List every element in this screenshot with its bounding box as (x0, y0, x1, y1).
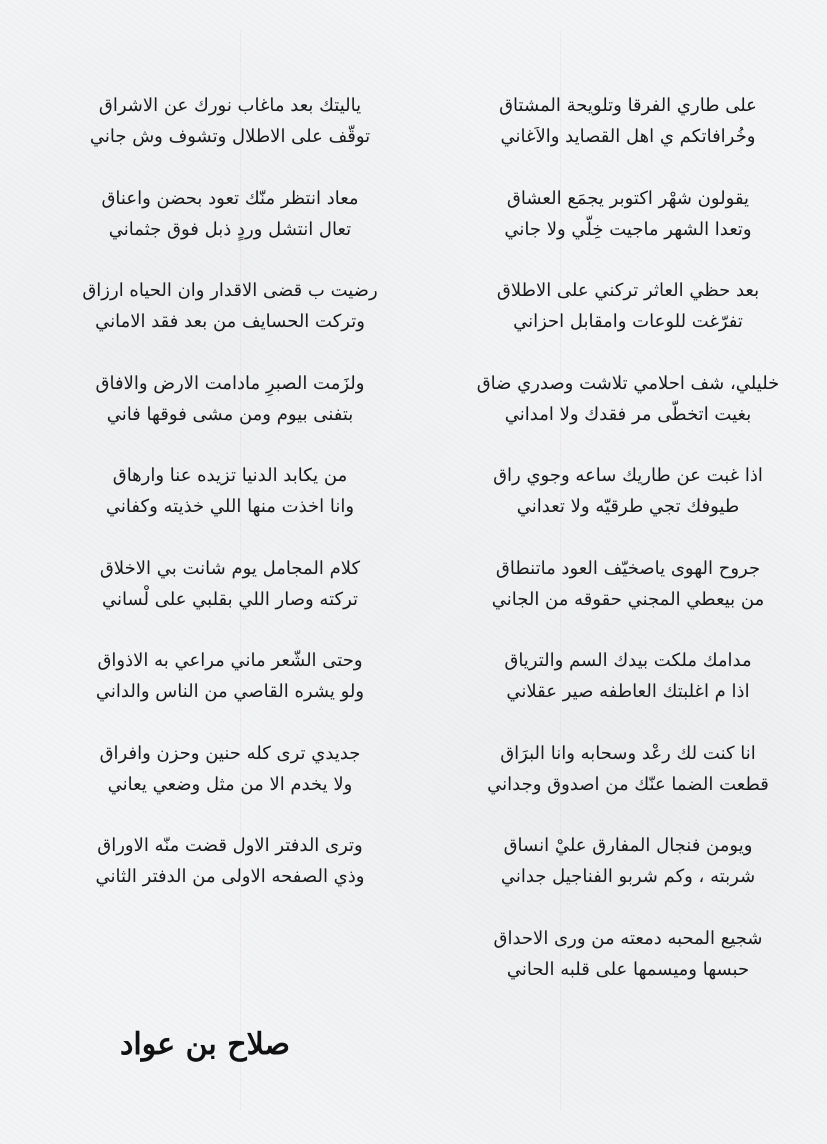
verse-line: وحتى الشّعر ماني مراعي به الاذواق (97, 650, 363, 671)
stanza (448, 830, 808, 923)
verse-line: ولو يشره القاصي من الناس والداني (95, 681, 365, 702)
verse-line: خليلي، شف احلامي تلاشت وصدري ضاق (476, 372, 780, 394)
verse-line: ولا يخدم الا من مثل وضعي يعاني (107, 773, 353, 795)
verse-line: وخُرافاتكم ي اهل القصايد والاَغاني (500, 126, 756, 147)
stanza (448, 460, 808, 553)
verse-line: اذا م اغلبتك العاطفه صير عقلاني (506, 681, 750, 702)
verse-line: رضيت ب قضى الاقدار وان الحياه ارزاق (82, 280, 378, 301)
verse-line: من بيعطي المجني حقوقه من الجاني (491, 588, 765, 610)
verse-line: اذا غبت عن طاريك ساعه وجوي راق (493, 465, 763, 486)
verse-line: بعد حظي العاثر تركني على الاطلاق (496, 280, 760, 301)
verse-line: ولزَمت الصبرِ مادامت الارض والافاق (95, 372, 365, 394)
stanza (50, 738, 410, 831)
verse-line: قطعت الضما عنّك من اصدوق وجداني (487, 773, 769, 795)
poem-column-left (50, 90, 410, 923)
verse-line: كلام المجامل يوم شانت بي الاخلاق (99, 557, 361, 579)
poet-signature: صلاح بن عواد (120, 1027, 290, 1062)
verse-line: معاد انتظر منّك تعود بحضن واعناق (101, 187, 359, 209)
verse-line: يقولون شهْر اكتوبر يجمَع العشاق (506, 187, 750, 209)
stanza (448, 275, 808, 368)
verse-line: شجيع المحبه دمعته من ورى الاحداق (493, 927, 763, 949)
stanza (50, 90, 410, 183)
verse-line: جديدي ترى كله حنين وحزن وافراق (99, 742, 361, 764)
verse-line: طيوفك تجي طرقيّه ولا تعداني (516, 496, 740, 517)
stanza (50, 553, 410, 646)
verse-line: تركته وصار اللي بقلبي على لْساني (101, 588, 359, 610)
stanza (448, 368, 808, 461)
stanza (448, 645, 808, 738)
poem-column-right (448, 90, 808, 1015)
stanza (50, 645, 410, 738)
verse-line: وتركت الحسايف من بعد فقد الاماني (95, 311, 365, 332)
stanza (448, 923, 808, 1016)
verse-line: تفرّغت للوعات وامقابل احزاني (513, 311, 743, 332)
stanza (50, 183, 410, 276)
stanza (448, 90, 808, 183)
verse-line: توقّف على الاطلال وتشوف وش جاني (89, 126, 371, 147)
verse-line: تعال انتشل وردٍ ذبل فوق جثماني (108, 218, 352, 240)
stanza (50, 830, 410, 923)
verse-line: شربته ، وكم شربو الفناجيل جداني (500, 866, 756, 887)
stanza (50, 275, 410, 368)
stanza (50, 368, 410, 461)
verse-line: حبسها وميسمها على قلبه الحاني (506, 958, 750, 980)
verse-line: مدامك ملكت بيدك السم والترياق (504, 650, 752, 671)
verse-line: ياليتك بعد ماغاب نورك عن الاشراق (98, 95, 362, 116)
verse-line: من يكابد الدنيا تزيده عنا وارهاق (112, 465, 348, 486)
verse-line: ويومن فنجال المفارق عليْ انساق (503, 835, 753, 856)
verse-line: وذي الصفحه الاولى من الدفتر الثاني (95, 866, 365, 887)
verse-line: وانا اخذت منها اللي خذيته وكفاني (105, 496, 355, 517)
stanza (448, 183, 808, 276)
verse-line: على طاري الفرقا وتلويحة المشتاق (499, 95, 757, 116)
stanza (448, 553, 808, 646)
verse-line: جروح الهوى ياصخيّف العود ماتنطاق (495, 557, 761, 579)
verse-line: انا كنت لك رعْد وسحابه وانا البرَاق (500, 742, 756, 764)
verse-line: وترى الدفتر الاول قضت منّه الاوراق (97, 835, 363, 856)
verse-line: وتعدا الشهر ماجيت خِلّي ولا جاني (504, 218, 752, 240)
verse-line: بغيت اتخطّى مر فقدك ولا امداني (504, 403, 752, 425)
stanza (50, 460, 410, 553)
stanza (448, 738, 808, 831)
verse-line: بتفنى بيوم ومن مشى فوقها فاني (106, 403, 354, 425)
